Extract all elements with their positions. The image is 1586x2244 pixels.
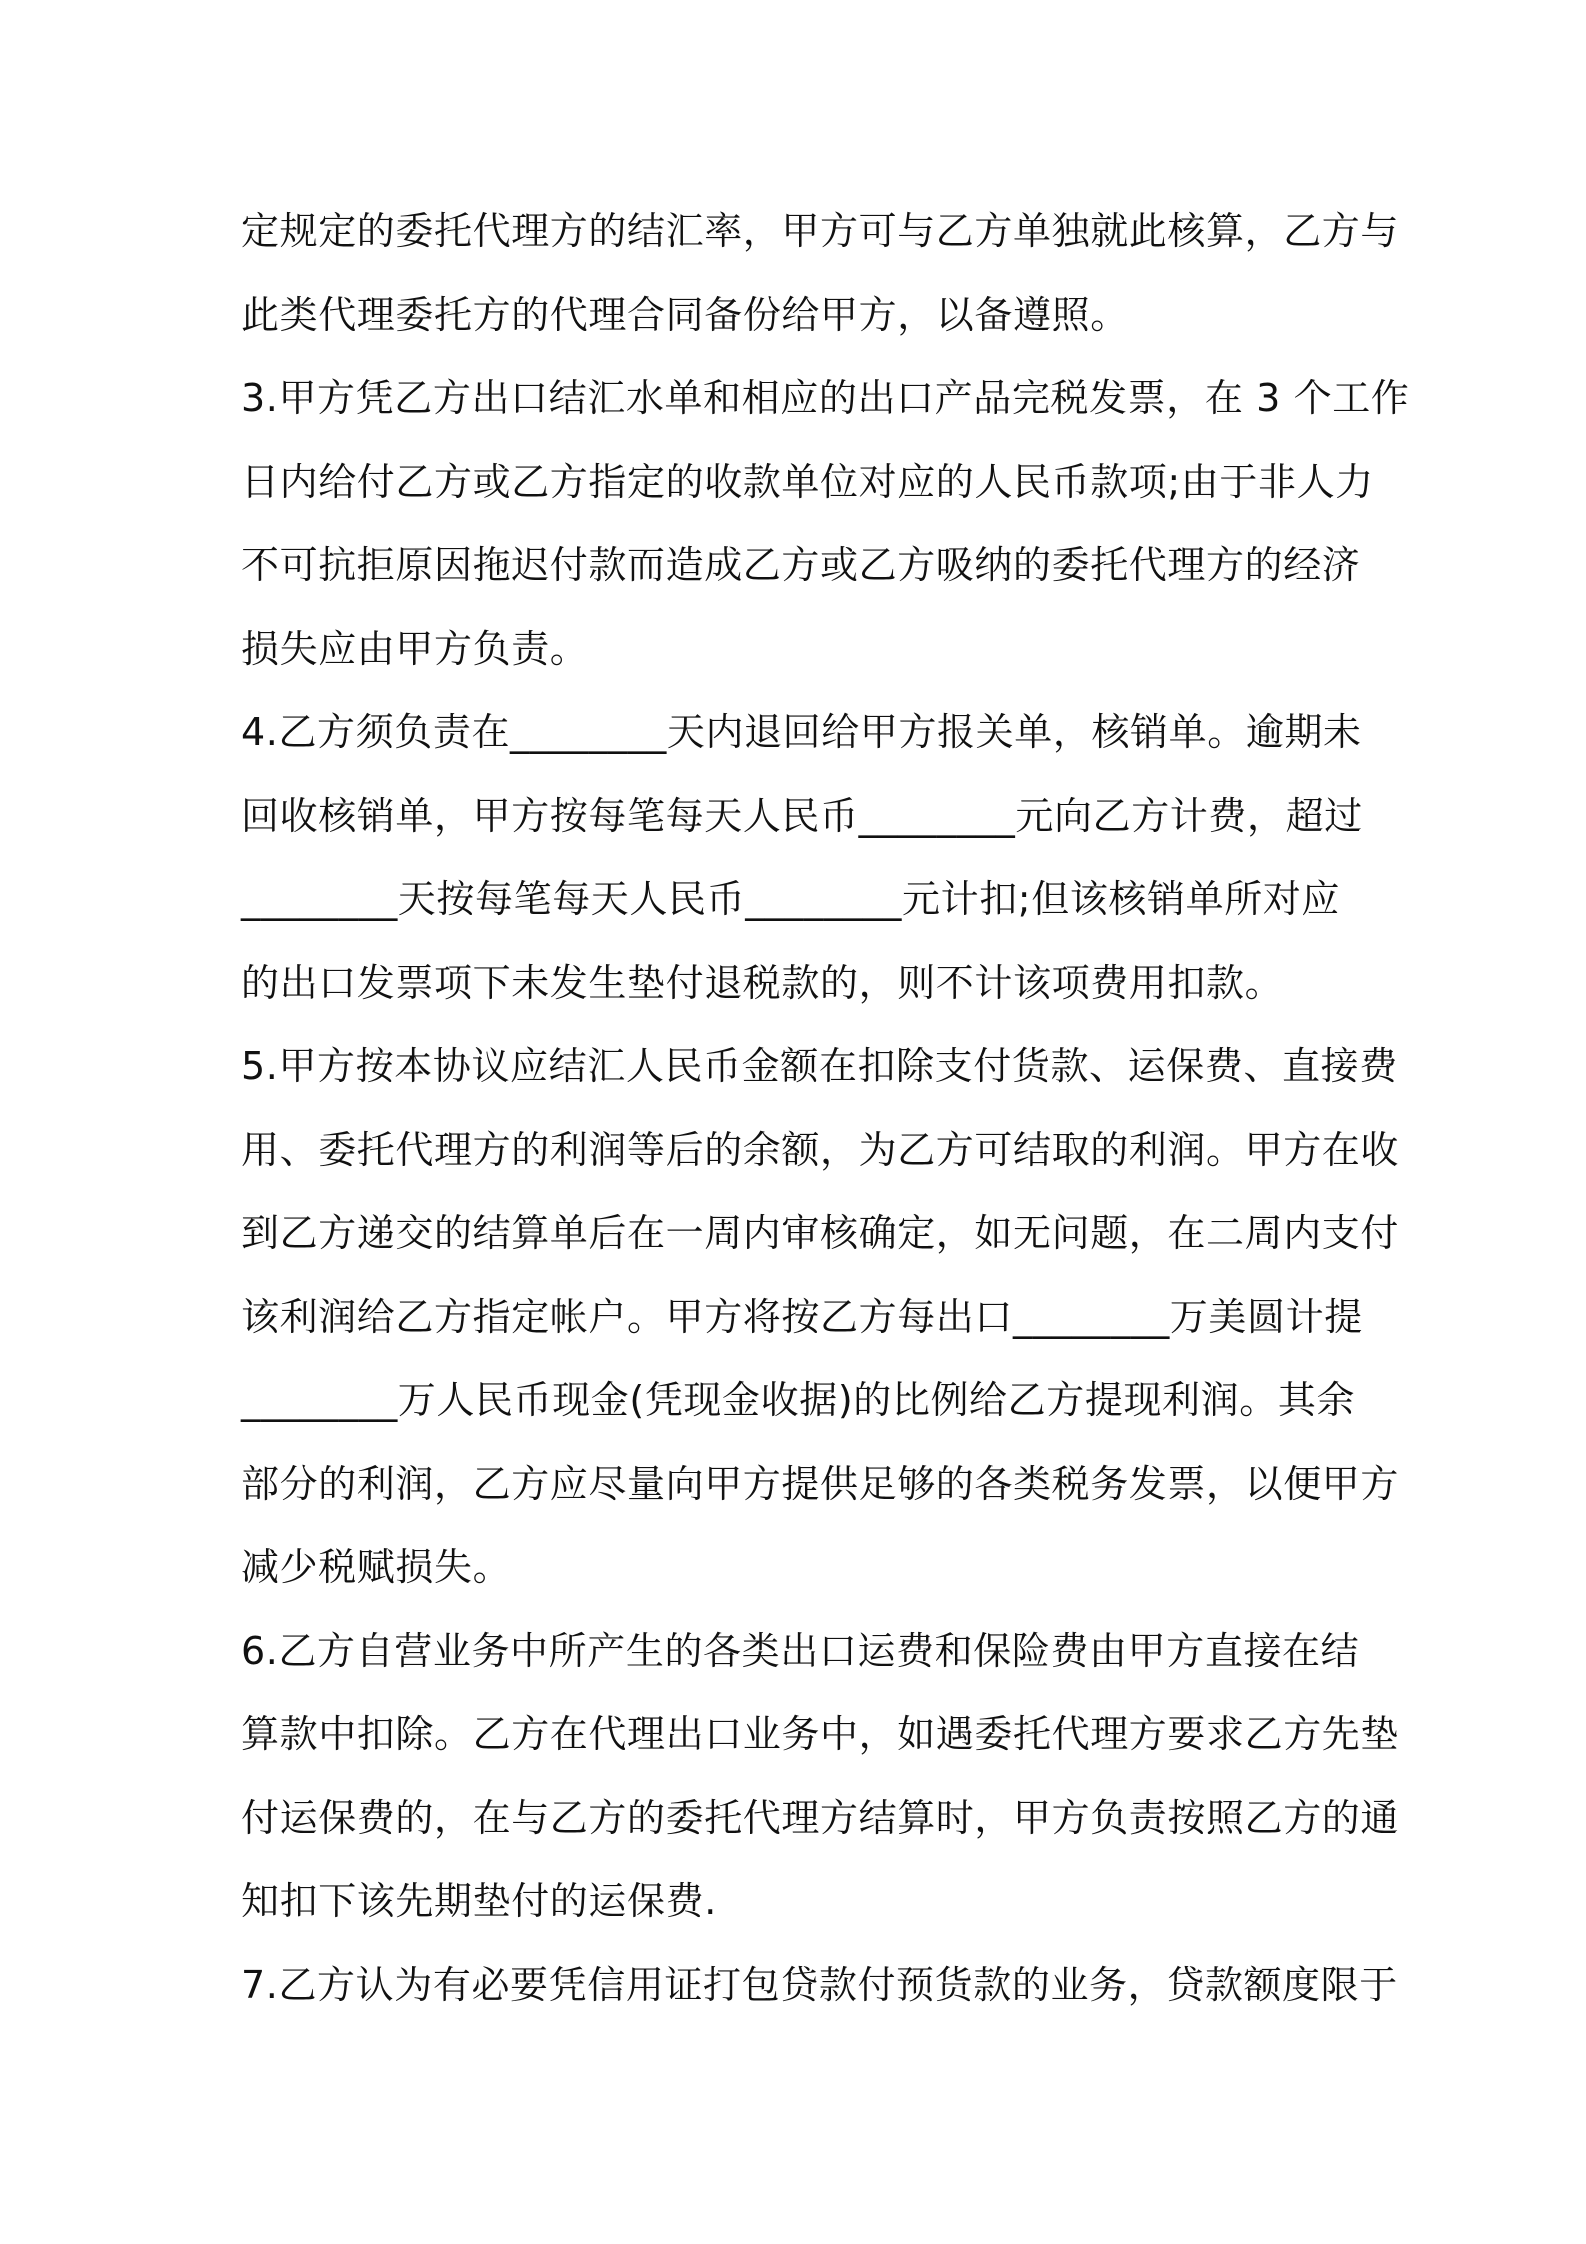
clause-4-line: 4.乙方须负责在________天内退回给甲方报关单，核销单。逾期未	[241, 710, 1362, 754]
text-line: 损失应由甲方负责。	[241, 626, 589, 671]
text-line: 用、委托代理方的利润等后的余额，为乙方可结取的利润。甲方在收	[241, 1127, 1400, 1172]
text-line: 定规定的委托代理方的结汇率，甲方可与乙方单独就此核算，乙方与	[241, 209, 1400, 253]
text-line: ________天按每笔每天人民币________元计扣;但该核销单所对应	[241, 877, 1341, 921]
document-body	[241, 190, 1410, 2027]
clause-3-line: 3.甲方凭乙方出口结汇水单和相应的出口产品完税发票，在 3 个工作	[241, 376, 1410, 420]
clause-6-line: 6.乙方自营业务中所产生的各类出口运费和保险费由甲方直接在结	[241, 1628, 1360, 1673]
text-line: 此类代理委托方的代理合同备份给甲方，以备遵照。	[241, 292, 1129, 337]
clause-7-line: 7.乙方认为有必要凭信用证打包贷款付预货款的业务，贷款额度限于	[241, 1962, 1398, 2007]
text-line: 部分的利润，乙方应尽量向甲方提供足够的各类税务发票，以便甲方	[241, 1461, 1400, 1506]
text-line: 回收核销单，甲方按每笔每天人民币________元向乙方计费，超过	[241, 793, 1363, 838]
text-line: 算款中扣除。乙方在代理出口业务中，如遇委托代理方要求乙方先垫	[241, 1712, 1400, 1756]
text-line: 该利润给乙方指定帐户。甲方将按乙方每出口________万美圆计提	[241, 1294, 1363, 1339]
text-line: ________万人民币现金(凭现金收据)的比例给乙方提现利润。其余	[241, 1378, 1356, 1422]
text-line: 不可抗拒原因拖迟付款而造成乙方或乙方吸纳的委托代理方的经济	[241, 543, 1361, 587]
text-line: 知扣下该先期垫付的运保费.	[241, 1879, 717, 1923]
text-line: 付运保费的，在与乙方的委托代理方结算时，甲方负责按照乙方的通	[241, 1795, 1400, 1840]
text-line: 到乙方递交的结算单后在一周内审核确定，如无问题，在二周内支付	[241, 1211, 1400, 1255]
text-line: 减少税赋损失。	[241, 1545, 512, 1589]
text-line: 日内给付乙方或乙方指定的收款单位对应的人民币款项;由于非人力	[241, 459, 1374, 504]
text-line: 的出口发票项下未发生垫付退税款的，则不计该项费用扣款。	[241, 960, 1284, 1005]
clause-5-line: 5.甲方按本协议应结汇人民币金额在扣除支付货款、运保费、直接费	[241, 1044, 1398, 1088]
